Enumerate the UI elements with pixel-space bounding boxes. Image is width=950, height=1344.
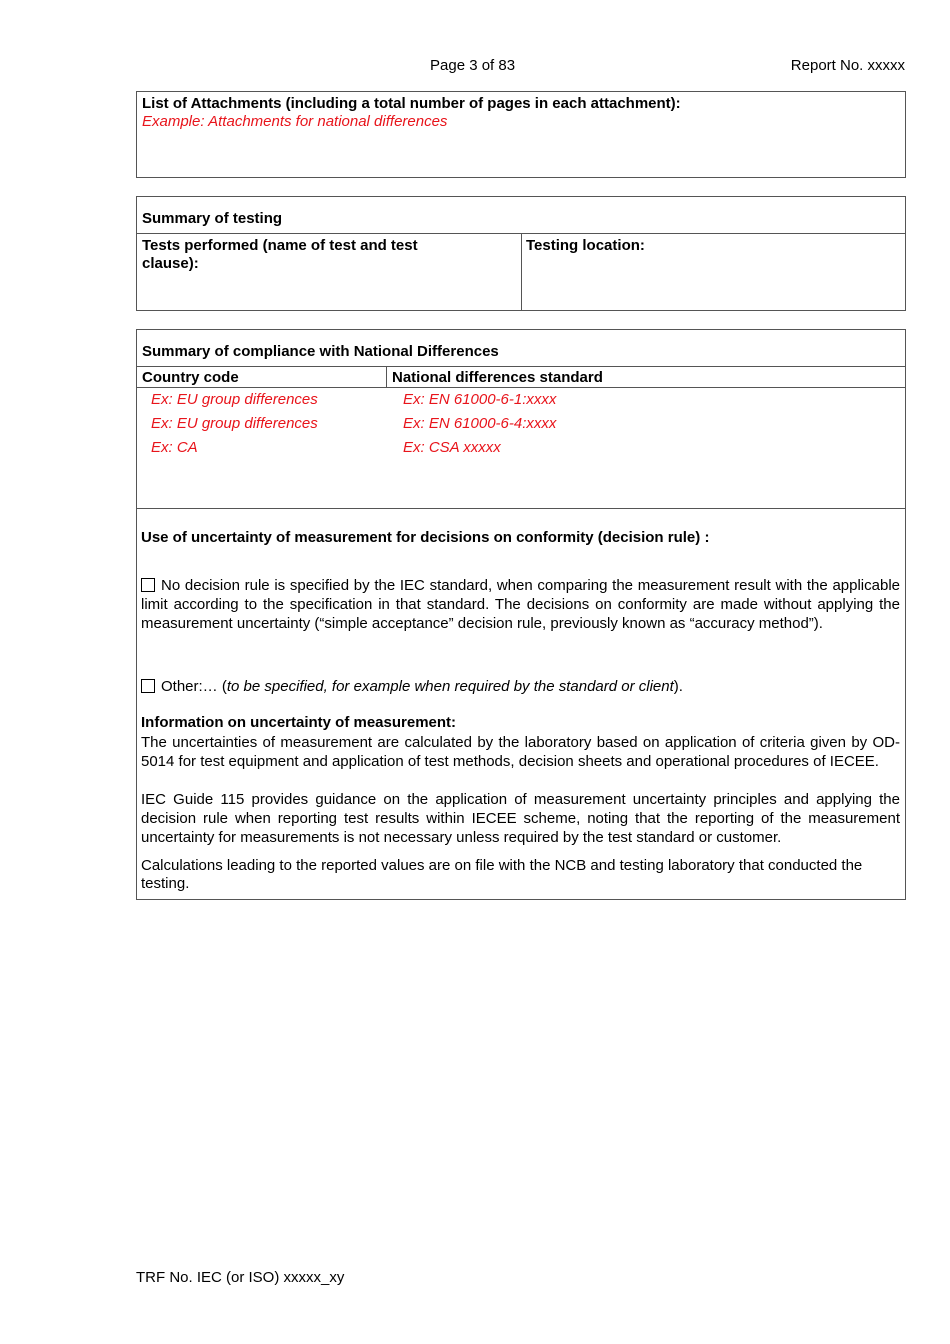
country-cell: Ex: EU group differences — [151, 391, 318, 408]
uncertainty-p3: Calculations leading to the reported values are on file with the NCB and testing laboratory that conducted the testing. — [141, 857, 863, 892]
divider — [386, 366, 387, 388]
checkbox-no-decision-rule[interactable] — [141, 578, 155, 592]
country-cell: Ex: CA — [151, 439, 198, 456]
standard-cell: Ex: CSA xxxxx — [403, 439, 501, 456]
divider — [137, 508, 905, 509]
decision-option-1 — [141, 576, 900, 633]
tests-performed-label: Tests performed (name of test and test clause): — [142, 237, 418, 272]
report-number: Report No. xxxxx — [790, 57, 905, 74]
col-standard: National differences standard — [392, 369, 603, 386]
checkbox-other[interactable] — [141, 679, 155, 693]
divider — [521, 233, 522, 310]
decision-rule-title: Use of uncertainty of measurement for decisions on conformity (decision rule) : — [141, 529, 710, 546]
col-country-code: Country code — [142, 369, 239, 386]
option-2-suffix: ). — [673, 678, 683, 695]
attachments-title: List of Attachments (including a total number of pages in each attachment): — [142, 95, 681, 112]
uncertainty-p1: The uncertainties of measurement are calculated by the laboratory based on application of criteria given by OD-5014 for test equipment and application of test methods, decision sheets and operational procedures of IECEE. — [141, 734, 900, 770]
page-number: Page 3 of 83 — [430, 57, 516, 74]
uncertainty-p2: IEC Guide 115 provides guidance on the application of measurement uncertainty principles and applying the decision rule when reporting test results within IECEE scheme, noting that the reporting of the measurement uncertainty for measurements is not necessary unless required by the test standard or customer. — [141, 791, 900, 846]
testing-location-label: Testing location: — [526, 237, 645, 254]
trf-number: TRF No. IEC (or ISO) xxxxx_xy — [136, 1269, 345, 1286]
testing-title: Summary of testing — [142, 210, 283, 227]
attachments-box — [136, 91, 906, 178]
country-cell: Ex: EU group differences — [151, 415, 318, 432]
divider — [137, 366, 905, 367]
testing-box — [136, 196, 906, 311]
attachments-example: Example: Attachments for national differences — [142, 113, 448, 130]
standard-cell: Ex: EN 61000-6-1:xxxx — [403, 391, 557, 408]
option-2-prefix: Other:… ( — [161, 678, 227, 695]
decision-option-2 — [141, 677, 900, 696]
standard-cell: Ex: EN 61000-6-4:xxxx — [403, 415, 557, 432]
divider — [137, 387, 905, 388]
option-2-italic: to be specified, for example when required by the standard or client — [226, 678, 674, 695]
option-1-text: No decision rule is specified by the IEC standard, when comparing the measurement result with the applicable limit according to the specification in that standard. The decisions on conformity are made without applying the measurement uncertainty (“simple acceptance” decision rule, previously known as “accuracy method”). — [141, 577, 900, 632]
uncertainty-title: Information on uncertainty of measurement: — [141, 714, 457, 731]
compliance-title: Summary of compliance with National Differences — [142, 343, 499, 360]
